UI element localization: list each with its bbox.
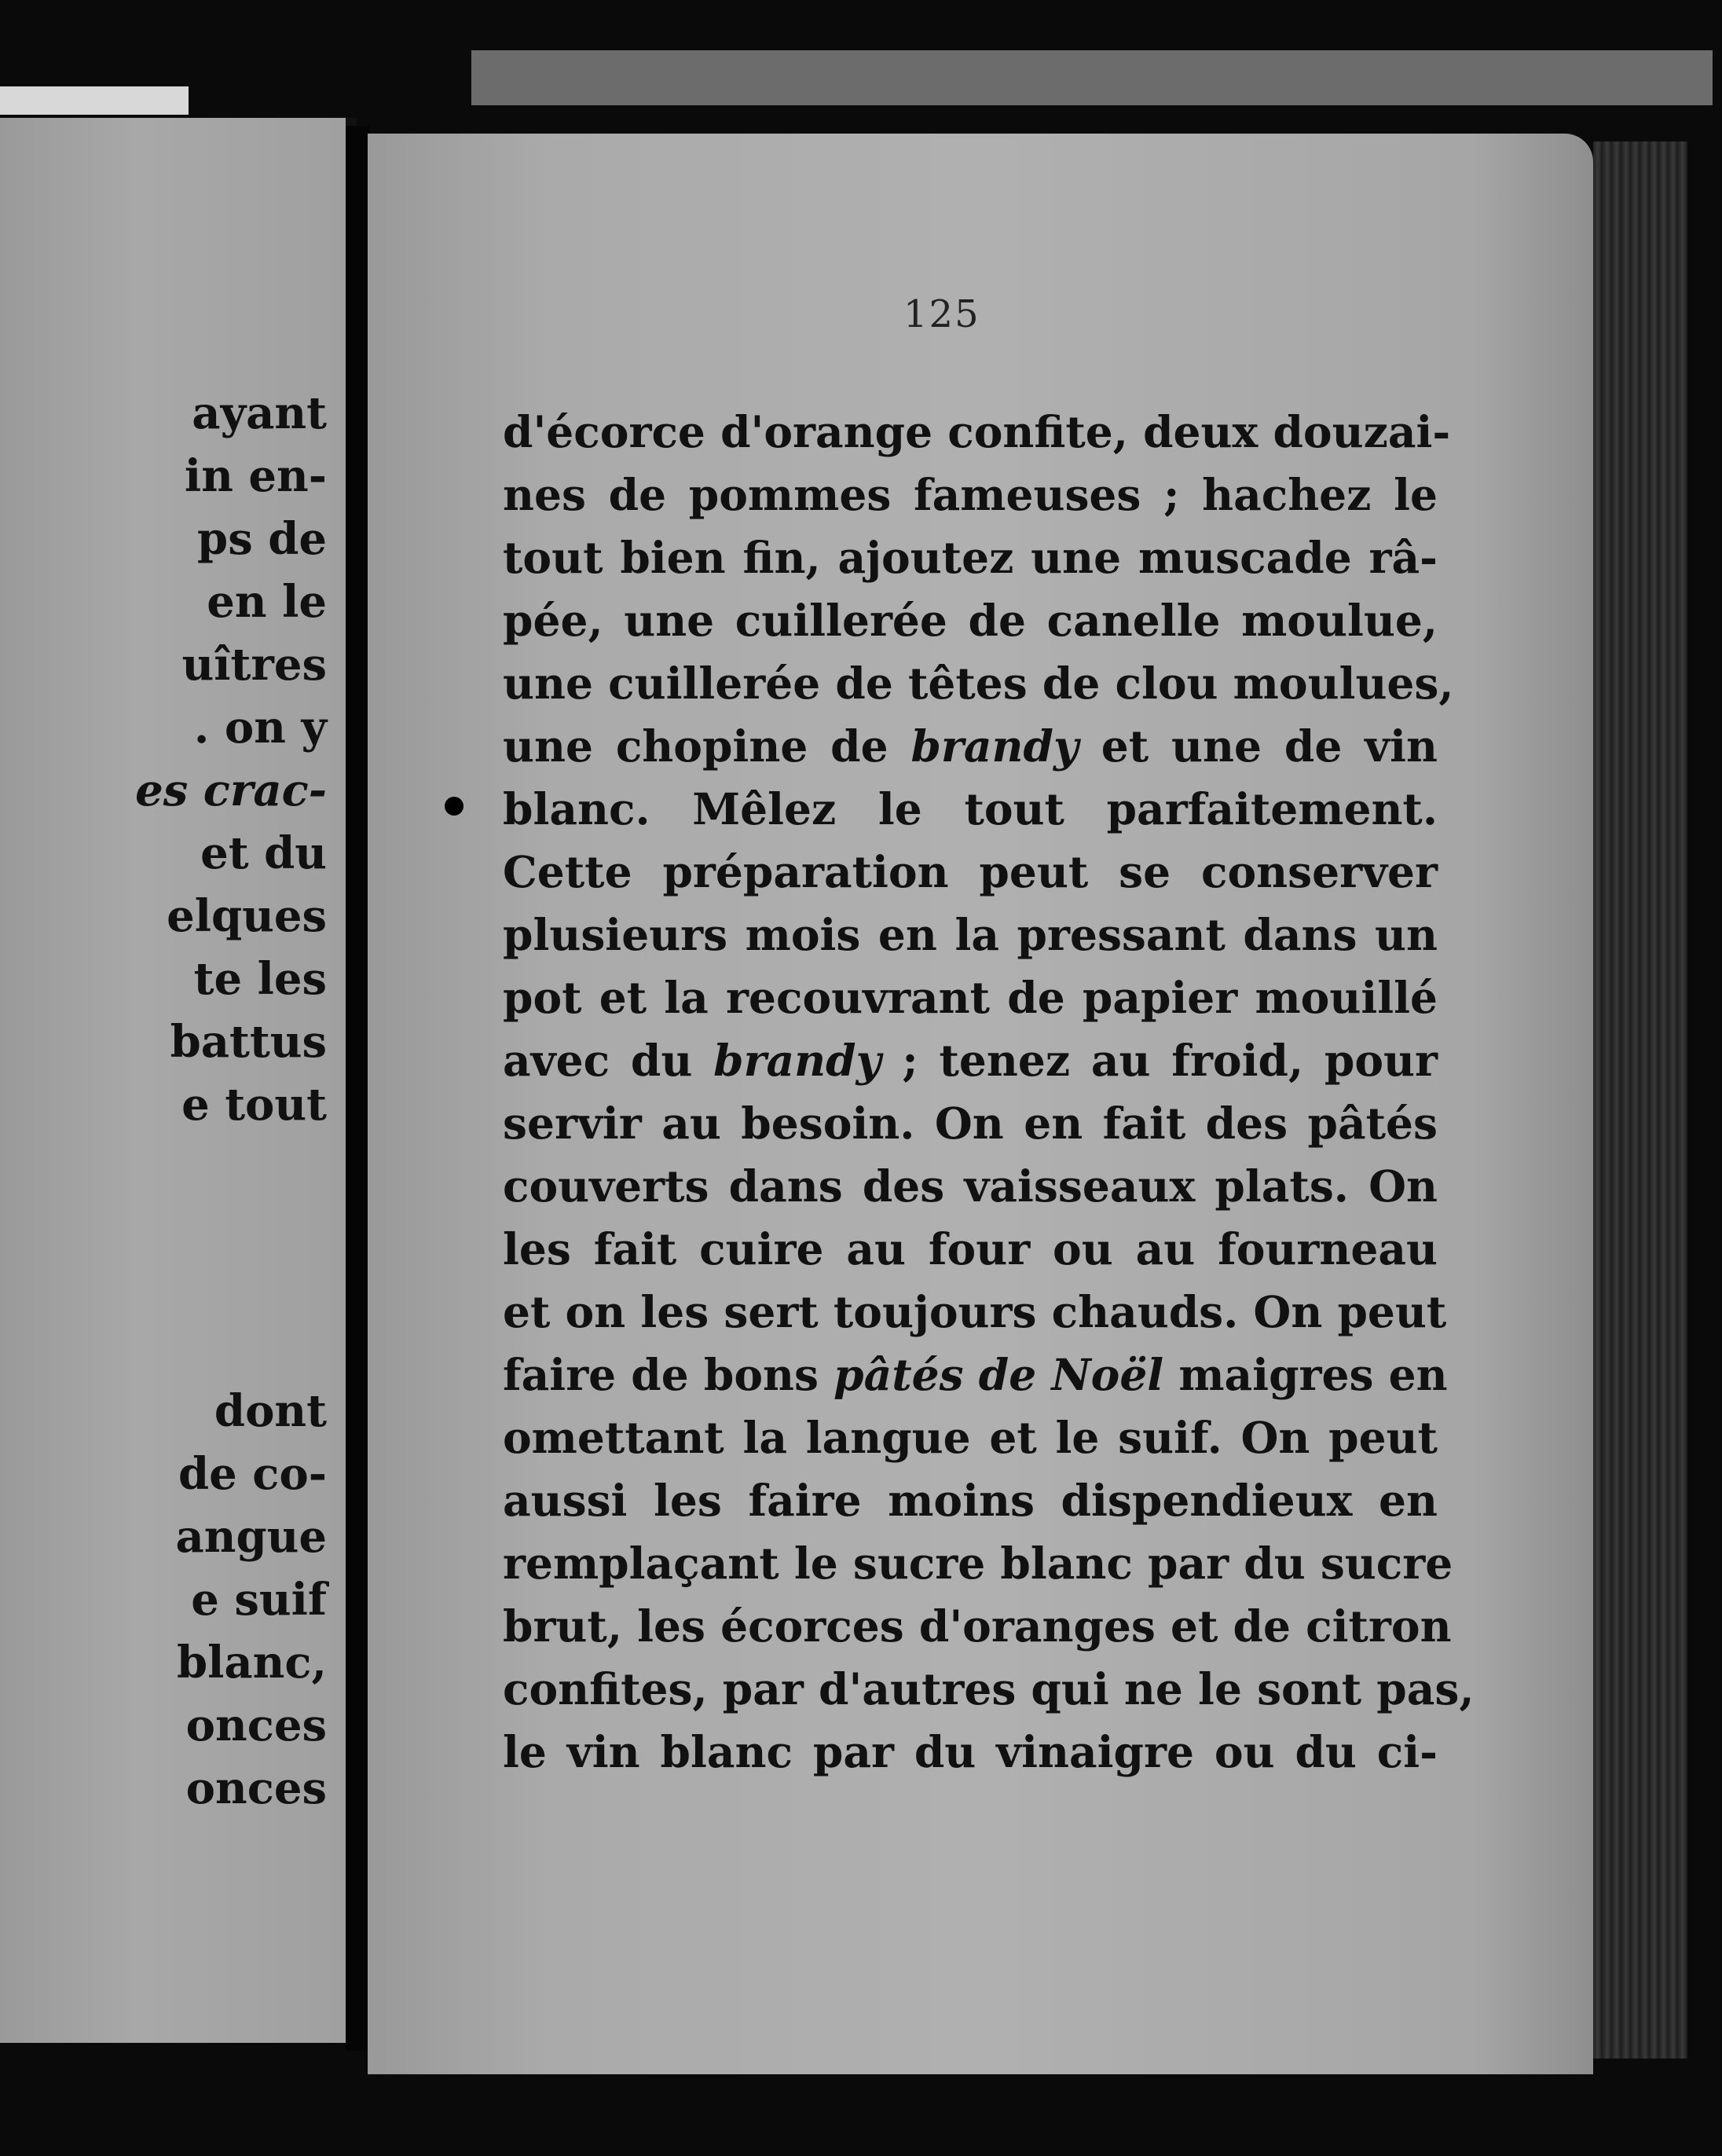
text-line: le vin blanc par du vinaigre ou du ci- bbox=[503, 1726, 1438, 1777]
book-top-edge bbox=[471, 50, 1713, 105]
left-page-line: battus bbox=[170, 1016, 327, 1068]
bullet-mark bbox=[445, 797, 463, 816]
text-line: aussi les faire moins dispendieux en bbox=[503, 1475, 1438, 1526]
text-line: omettant la langue et le suif. On peut bbox=[503, 1412, 1438, 1463]
left-page-line: in en- bbox=[184, 450, 327, 502]
left-page-line: e suif bbox=[191, 1574, 327, 1626]
body-text bbox=[503, 401, 1475, 1784]
text-line: nes de pommes fameuses ; hachez le bbox=[503, 469, 1438, 520]
left-page-top-strip bbox=[0, 86, 189, 115]
text-line: tout bien fin, ajoutez une muscade râ- bbox=[503, 532, 1438, 583]
left-page-line: angue bbox=[175, 1511, 327, 1563]
text-line: servir au besoin. On en fait des pâtés bbox=[503, 1098, 1438, 1149]
text-line: Cette préparation peut se conserver bbox=[503, 846, 1438, 897]
text-line: d'écorce d'orange confite, deux douzai- bbox=[503, 406, 1451, 457]
text-line: avec du brandy ; tenez au froid, pour bbox=[503, 1035, 1438, 1086]
text-line: remplaçant le sucre blanc par du sucre bbox=[503, 1538, 1453, 1589]
text-line: pot et la recouvrant de papier mouillé bbox=[503, 972, 1438, 1023]
left-page-line: blanc, bbox=[176, 1637, 327, 1688]
book-spine bbox=[346, 126, 369, 2051]
left-page-line: e tout bbox=[181, 1079, 327, 1131]
left-page-line: elques bbox=[167, 890, 327, 942]
book-page-edges bbox=[1593, 141, 1687, 2059]
text-line: les fait cuire au four ou au fourneau bbox=[503, 1223, 1438, 1274]
text-line: confites, par d'autres qui ne le sont pas, bbox=[503, 1663, 1475, 1714]
text-line: pée, une cuillerée de canelle moulue, bbox=[503, 595, 1438, 646]
text-line: couverts dans des vaisseaux plats. On bbox=[503, 1160, 1438, 1212]
left-page-line: de co- bbox=[178, 1448, 327, 1500]
text-line: blanc. Mêlez le tout parfaitement. bbox=[503, 783, 1438, 834]
left-page-line: ayant bbox=[192, 387, 327, 439]
left-page-line: uîtres bbox=[181, 639, 327, 691]
left-page-line: es crac- bbox=[135, 764, 327, 816]
left-page-line: onces bbox=[185, 1762, 327, 1814]
left-page-line: te les bbox=[193, 953, 327, 1005]
left-page bbox=[0, 118, 357, 2043]
text-line: une chopine de brandy et une de vin bbox=[503, 720, 1438, 772]
text-line: faire de bons pâtés de Noël maigres en bbox=[503, 1349, 1448, 1400]
left-page-line: dont bbox=[214, 1385, 327, 1437]
left-page-line: et du bbox=[200, 827, 327, 879]
text-line: une cuillerée de têtes de clou moulues, bbox=[503, 658, 1454, 709]
page-number: 125 bbox=[903, 292, 980, 336]
left-page-line: . on y bbox=[193, 702, 327, 754]
text-line: brut, les écorces d'oranges et de citron bbox=[503, 1600, 1452, 1652]
left-page-line: onces bbox=[185, 1700, 327, 1751]
left-page-line: en le bbox=[207, 576, 327, 628]
text-line: plusieurs mois en la pressant dans un bbox=[503, 909, 1438, 960]
left-page-line: ps de bbox=[197, 513, 327, 565]
text-line: et on les sert toujours chauds. On peut bbox=[503, 1286, 1447, 1337]
